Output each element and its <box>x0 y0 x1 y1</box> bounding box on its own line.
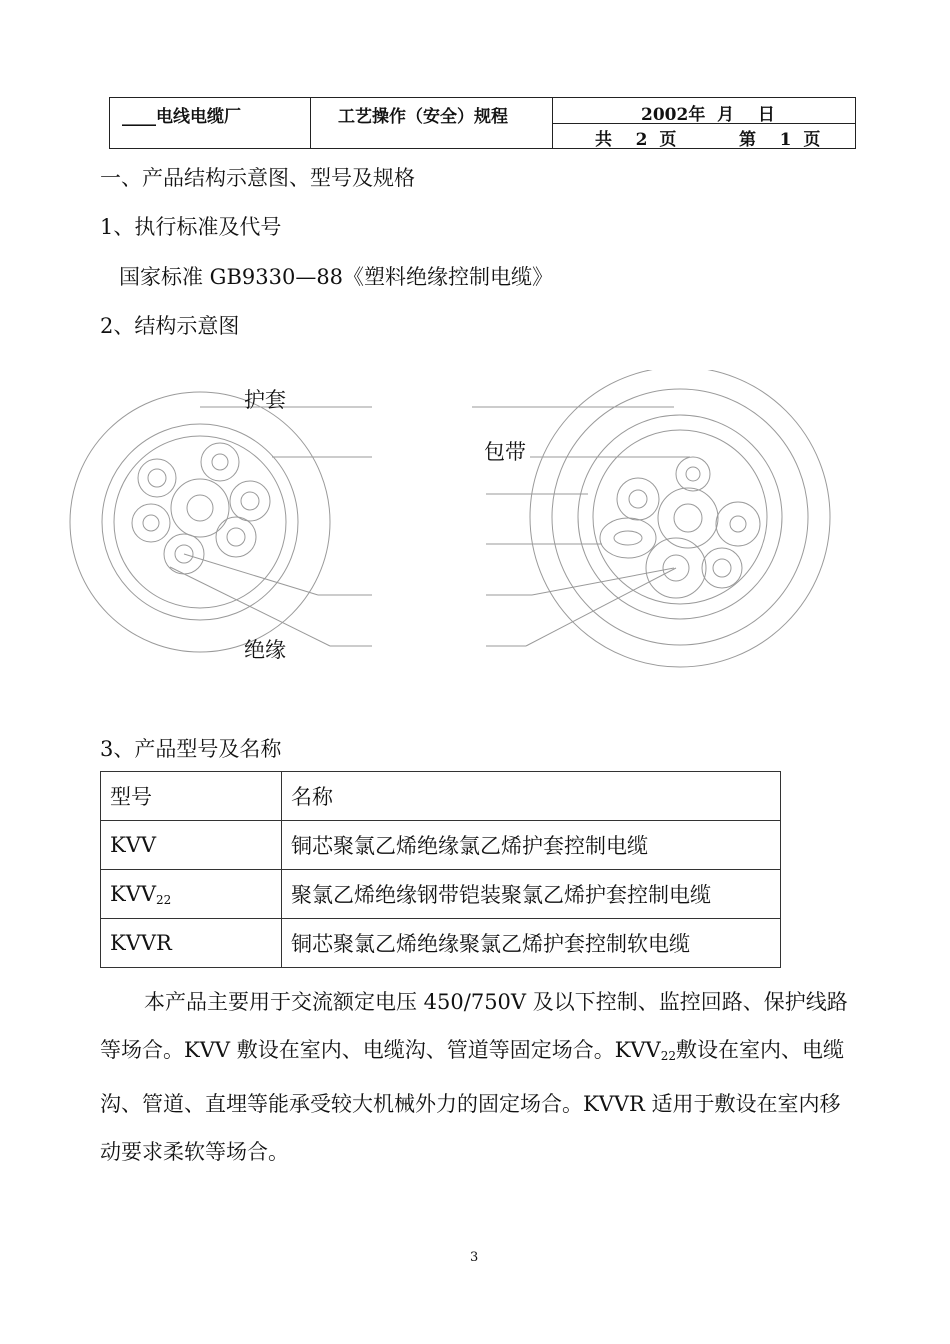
model-code: KVV <box>110 881 157 906</box>
model-cell <box>101 870 282 919</box>
header-cell-pages <box>553 124 855 148</box>
item3-title: 3、产品型号及名称 <box>100 737 282 761</box>
right-core <box>702 548 742 588</box>
doc-date: 2002年 月 日 <box>641 105 775 125</box>
header-cell-date <box>553 98 855 124</box>
right-core <box>676 457 710 491</box>
label-tape: 包带 <box>484 440 526 464</box>
factory-name: ____电线电缆厂 <box>122 107 241 127</box>
table-header-model: 型号 <box>101 772 282 821</box>
right-core <box>716 502 760 546</box>
table-header-name: 名称 <box>282 772 781 821</box>
left-core <box>201 443 239 481</box>
product-table <box>100 771 781 968</box>
left-core <box>216 517 256 557</box>
section1-title: 一、产品结构示意图、型号及规格 <box>100 166 415 190</box>
name-cell: 聚氯乙烯绝缘钢带铠装聚氯乙烯护套控制电缆 <box>282 870 781 919</box>
left-core <box>132 504 170 542</box>
model-code: KVV <box>110 833 157 857</box>
paragraph-subscript: 22 <box>660 1049 676 1063</box>
table-row <box>101 870 781 919</box>
right-core <box>600 518 656 558</box>
left-inner-layer <box>102 424 298 620</box>
page-num: 第 1 页 <box>739 130 821 150</box>
doc-title: 工艺操作（安全）规程 <box>338 107 508 127</box>
paragraph-part1: 本产品主要用于交流额定电压 450/750V 及以下控制、监控回路、保护线路等场合。KVV 敷设在室内、电缆沟、管道等固定场合。KVV <box>100 990 848 1062</box>
page-number: 3 <box>470 1250 479 1265</box>
label-insulation: 绝缘 <box>244 638 286 662</box>
right-sheath-inner <box>552 389 808 645</box>
label-sheath: 护套 <box>244 388 286 412</box>
standard-text: 国家标准 GB9330—88《塑料绝缘控制电缆》 <box>119 265 554 289</box>
left-cable-cross-section <box>70 392 330 652</box>
right-core <box>617 478 659 520</box>
name-cell: 铜芯聚氯乙烯绝缘氯乙烯护套控制电缆 <box>282 821 781 870</box>
model-code: KVVR <box>110 931 172 955</box>
model-subscript: 22 <box>156 892 172 907</box>
left-leader-3 <box>184 554 318 595</box>
table-row <box>101 919 781 968</box>
left-core <box>230 481 270 521</box>
item2-title: 2、结构示意图 <box>100 314 240 338</box>
table-row <box>101 821 781 870</box>
right-cable-cross-section <box>530 370 830 667</box>
structure-diagram <box>0 370 950 680</box>
left-outer-sheath <box>70 392 330 652</box>
paragraph-part2: 敷设在室内、电缆沟、管道、直埋等能承受较大机械外力的固定场合。KVVR 适用于敷设在室内移动要求柔软等场合。 <box>100 1038 844 1164</box>
header-table <box>109 97 856 149</box>
description-paragraph <box>100 978 860 1176</box>
model-cell <box>101 919 282 968</box>
left-core <box>171 479 229 537</box>
left-core <box>138 459 176 497</box>
table-header-row <box>101 772 781 821</box>
header-cell-title <box>310 98 553 148</box>
right-armour <box>578 415 782 619</box>
header-cell-factory <box>110 98 311 148</box>
model-cell <box>101 821 282 870</box>
total-pages: 共 2 页 <box>595 130 677 150</box>
name-cell: 铜芯聚氯乙烯绝缘聚氯乙烯护套控制软电缆 <box>282 919 781 968</box>
item1-title: 1、执行标准及代号 <box>100 215 282 239</box>
